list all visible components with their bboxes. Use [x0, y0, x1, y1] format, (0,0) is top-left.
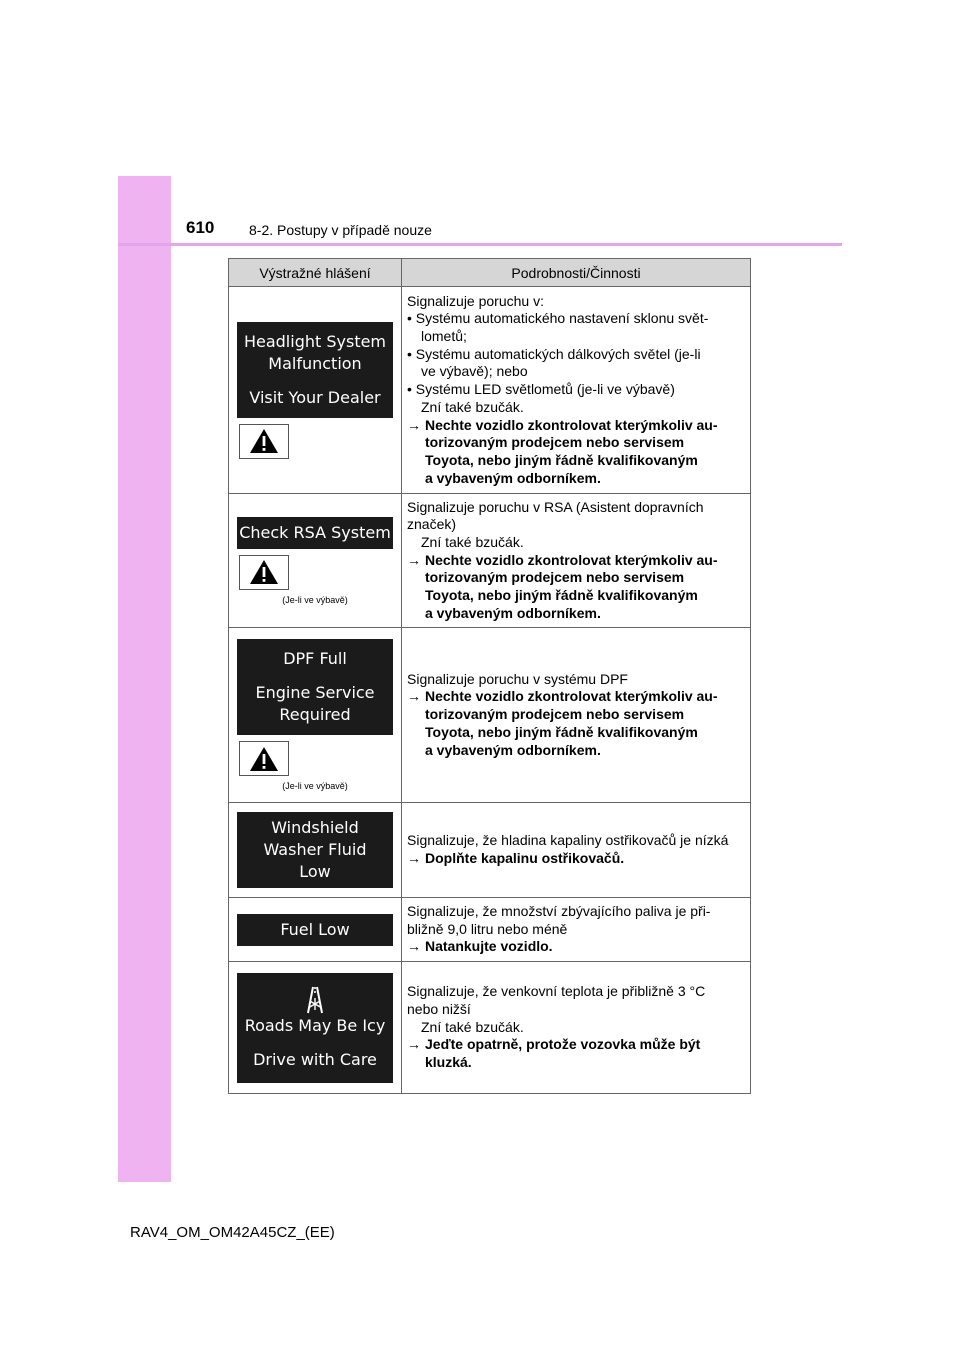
details-action: → Jeďte opatrně, protože vozovka může být kluzká.	[407, 1036, 701, 1071]
details-action: → Nechte vozidlo zkontrolovat kterýmkoliv au- torizovaným prodejcem nebo servisem Toyota, nebo jiným řádně kvalifikovaným a vybaveným odborníkem.	[407, 688, 718, 758]
display-message-screen	[237, 973, 393, 1083]
details-action: → Natankujte vozidlo.	[407, 938, 553, 955]
screen-line: Roads May Be Icy	[244, 1015, 386, 1035]
details-extra: Zní také bzučák.	[421, 398, 524, 415]
optional-note: (Je-li ve výbavě)	[282, 594, 348, 605]
details-bullet: • Systému automatických dálkových světel (je-li ve výbavě); nebo	[407, 345, 701, 380]
details-cell	[402, 628, 751, 803]
warning-triangle-icon	[239, 555, 289, 590]
display-message-screen	[237, 812, 393, 888]
arrow-icon: →	[407, 688, 421, 705]
display-message-screen	[237, 639, 393, 735]
display-message-screen	[237, 914, 393, 946]
details-lead: Signalizuje poruchu v systému DPF	[407, 670, 628, 687]
arrow-icon: →	[407, 416, 421, 433]
screen-line: Windshield	[271, 818, 359, 837]
table-row	[229, 287, 751, 494]
icy-road-icon	[298, 985, 332, 1015]
document-model-code: RAV4_OM_OM42A45CZ_(EE)	[130, 1224, 335, 1241]
column-header-message: Výstražné hlášení	[229, 259, 402, 287]
details-extra: Zní také bzučák.	[421, 1018, 524, 1035]
page-number: 610	[186, 218, 215, 237]
table-row	[229, 962, 751, 1094]
screen-line: DPF Full	[283, 649, 347, 668]
column-header-details: Podrobnosti/Činnosti	[402, 259, 751, 287]
arrow-icon: →	[407, 850, 421, 866]
screen-line: Fuel Low	[280, 919, 350, 939]
screen-line: Check RSA System	[239, 522, 391, 542]
message-cell	[229, 287, 402, 494]
message-cell	[229, 494, 402, 628]
optional-note: (Je-li ve výbavě)	[282, 781, 348, 791]
details-action: → Nechte vozidlo zkontrolovat kterýmkoliv au- torizovaným prodejcem nebo servisem Toyota, nebo jiným řádně kvalifikovaným a vybaveným odborníkem.	[407, 416, 718, 486]
table-row	[229, 494, 751, 628]
details-action: → Nechte vozidlo zkontrolovat kterýmkoliv au- torizovaným prodejcem nebo servisem Toyota, nebo jiným řádně kvalifikovaným a vybaveným odborníkem.	[407, 551, 718, 621]
screen-line: Washer Fluid	[263, 840, 367, 859]
details-lead: Signalizuje poruchu v:	[407, 292, 544, 309]
warning-message-table	[228, 258, 751, 1094]
message-cell	[229, 803, 402, 898]
screen-line: Visit Your Dealer	[249, 387, 381, 407]
details-cell	[402, 494, 751, 628]
details-lead: Signalizuje poruchu v RSA (Asistent dopravních značek)	[407, 498, 704, 533]
details-bullet: • Systému automatického nastavení sklonu svět- lometů;	[407, 310, 709, 345]
details-cell	[402, 803, 751, 898]
details-lead: Signalizuje, že venkovní teplota je přibližně 3 °C nebo nižší	[407, 983, 706, 1017]
table-row	[229, 898, 751, 962]
arrow-icon: →	[407, 938, 421, 955]
warning-triangle-icon	[239, 741, 289, 776]
chapter-sidebar	[118, 176, 171, 1182]
screen-line: Drive with Care	[253, 1049, 377, 1069]
screen-line: Low	[299, 862, 331, 881]
message-cell	[229, 898, 402, 962]
details-cell	[402, 962, 751, 1094]
details-cell	[402, 898, 751, 962]
table-header-row	[229, 259, 751, 287]
screen-line: Engine Service	[255, 683, 375, 702]
table-row	[229, 803, 751, 898]
details-action: → Doplňte kapalinu ostřikovačů.	[407, 850, 625, 866]
message-cell	[229, 628, 402, 803]
details-bullet: • Systému LED světlometů (je-li ve výbavě)	[407, 381, 675, 398]
display-message-screen	[237, 322, 393, 418]
details-lead: Signalizuje, že množství zbývajícího paliva je při- bližně 9,0 litru nebo méně	[407, 902, 711, 937]
details-lead: Signalizuje, že hladina kapaliny ostřikovačů je nízká	[407, 832, 729, 849]
display-message-screen	[237, 517, 393, 549]
message-cell	[229, 962, 402, 1094]
section-title: 8-2. Postupy v případě nouze	[249, 222, 432, 238]
screen-line: Headlight System	[243, 331, 387, 351]
details-extra: Zní také bzučák.	[421, 533, 524, 550]
header-rule	[118, 243, 842, 246]
screen-line: Required	[279, 705, 351, 724]
arrow-icon: →	[407, 1036, 421, 1053]
screen-line: Malfunction	[268, 353, 362, 373]
warning-triangle-icon	[239, 424, 289, 459]
arrow-icon: →	[407, 551, 421, 568]
details-cell	[402, 287, 751, 494]
table-row	[229, 628, 751, 803]
